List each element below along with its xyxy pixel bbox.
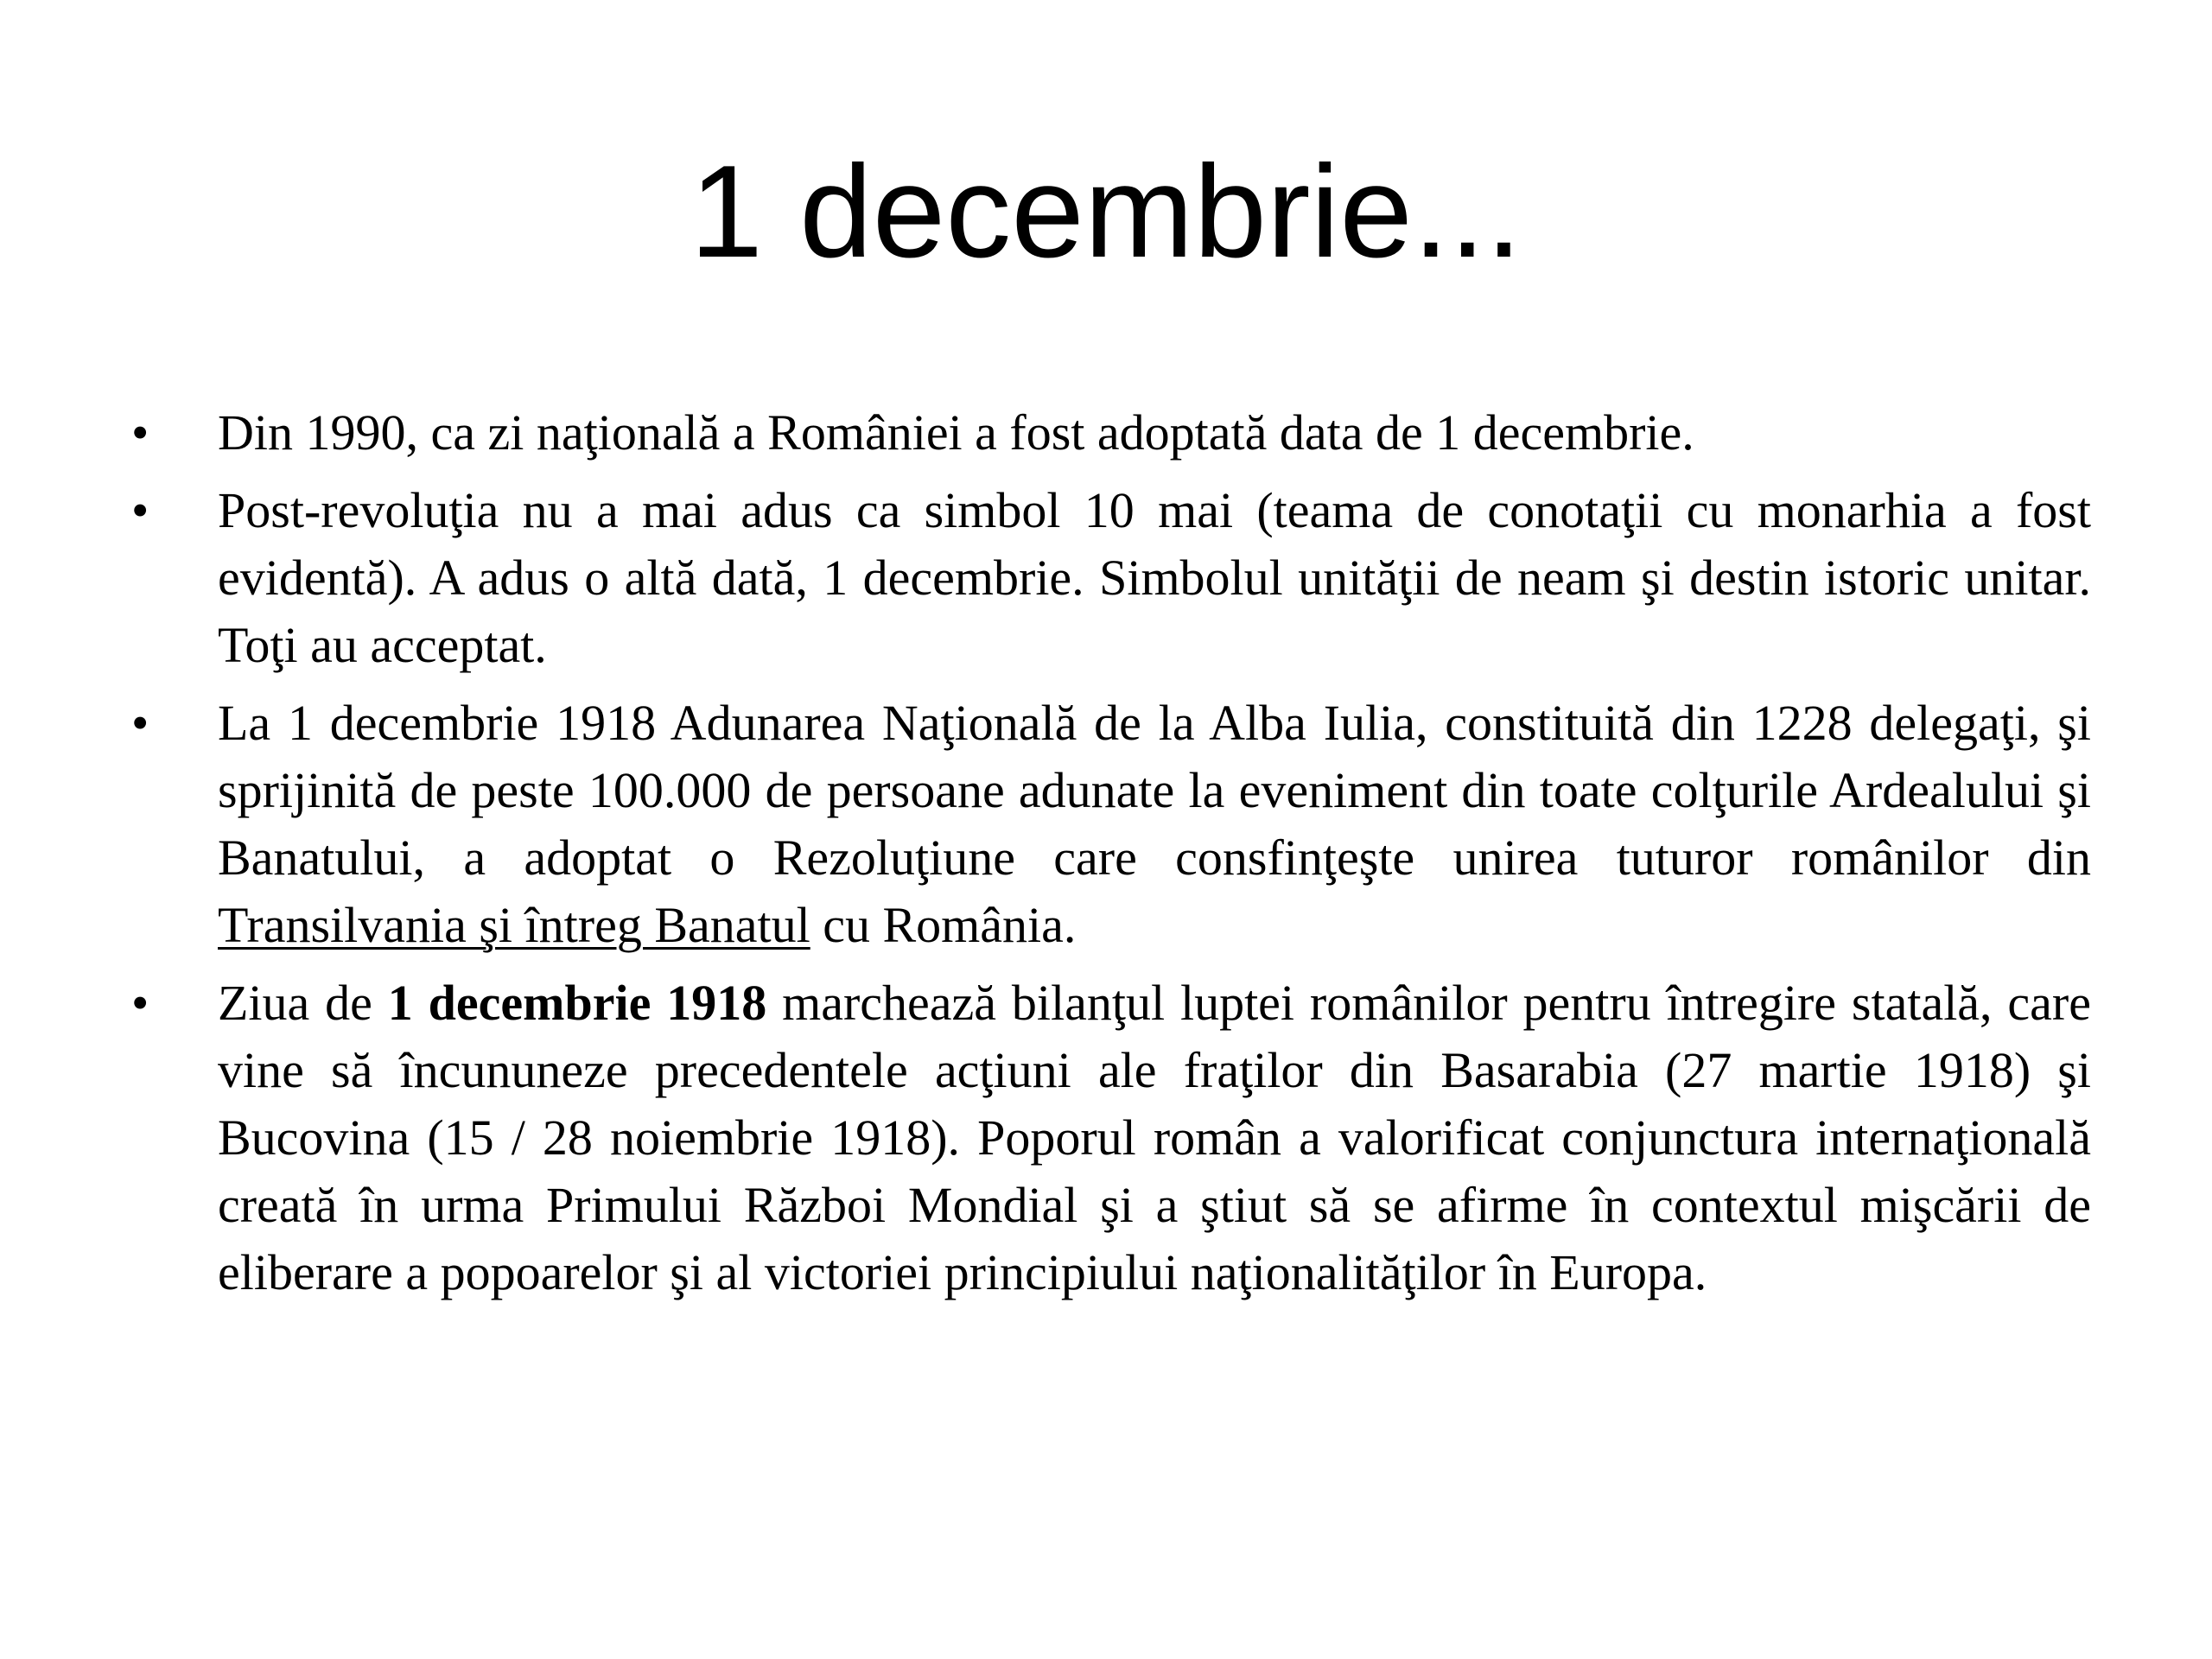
bullet-text-after: marchează bilanţul luptei românilor pentru întregire statală, care vine să încununeze precedentele acţiuni ale fraţilor din Basarabia (27 martie 1918) şi Bucovina (15 / 28 noiembrie 1918). Poporul român a valorificat conjunctura internaţională creată în urma Primului Război Mondial şi a ştiut să se afirme în contextul mişcării de eliberare a popoarelor şi al victoriei principiului naţionalităţilor în Europa. [218,975,2091,1300]
bullet-icon: • [131,482,149,538]
bullet-item-2 [112,477,2091,679]
bullet-text [218,695,2091,953]
bullet-text: Din 1990, ca zi naţională a României a fost adoptată data de 1 decembrie. [218,404,1694,461]
bullet-item-1 [112,399,2091,467]
transilvania-banat-link[interactable]: Transilvania şi întreg Banatul [218,897,810,953]
bullet-item-3 [112,690,2091,959]
bullet-text [218,975,2091,1300]
bullet-icon: • [131,975,149,1031]
bullet-text-before: Ziua de [218,975,388,1031]
bold-date: 1 decembrie 1918 [387,975,767,1031]
bullet-item-4 [112,969,2091,1306]
bullet-text: Post-revoluţia nu a mai adus ca simbol 10 mai (teama de conotaţii cu monarhia a fost evidentă). A adus o altă dată, 1 decembrie. Simbolul unităţii de neam şi destin istoric unitar. Toţi au acceptat. [218,482,2091,673]
bullet-text-before: La 1 decembrie 1918 Adunarea Naţională de la Alba Iulia, constituită din 1228 delegaţi, şi sprijinită de peste 100.000 de persoane adunate la eveniment din toate colţurile Ardealului şi Banatului, a adoptat o Rezoluţiune care consfinţeşte unirea tuturor românilor din [218,695,2091,886]
bullet-icon: • [131,695,149,751]
slide-title: 1 decembrie... [690,138,1522,285]
bullet-icon: • [131,404,149,461]
bullet-list [112,399,2091,1317]
bullet-text-after: cu România. [810,897,1077,953]
